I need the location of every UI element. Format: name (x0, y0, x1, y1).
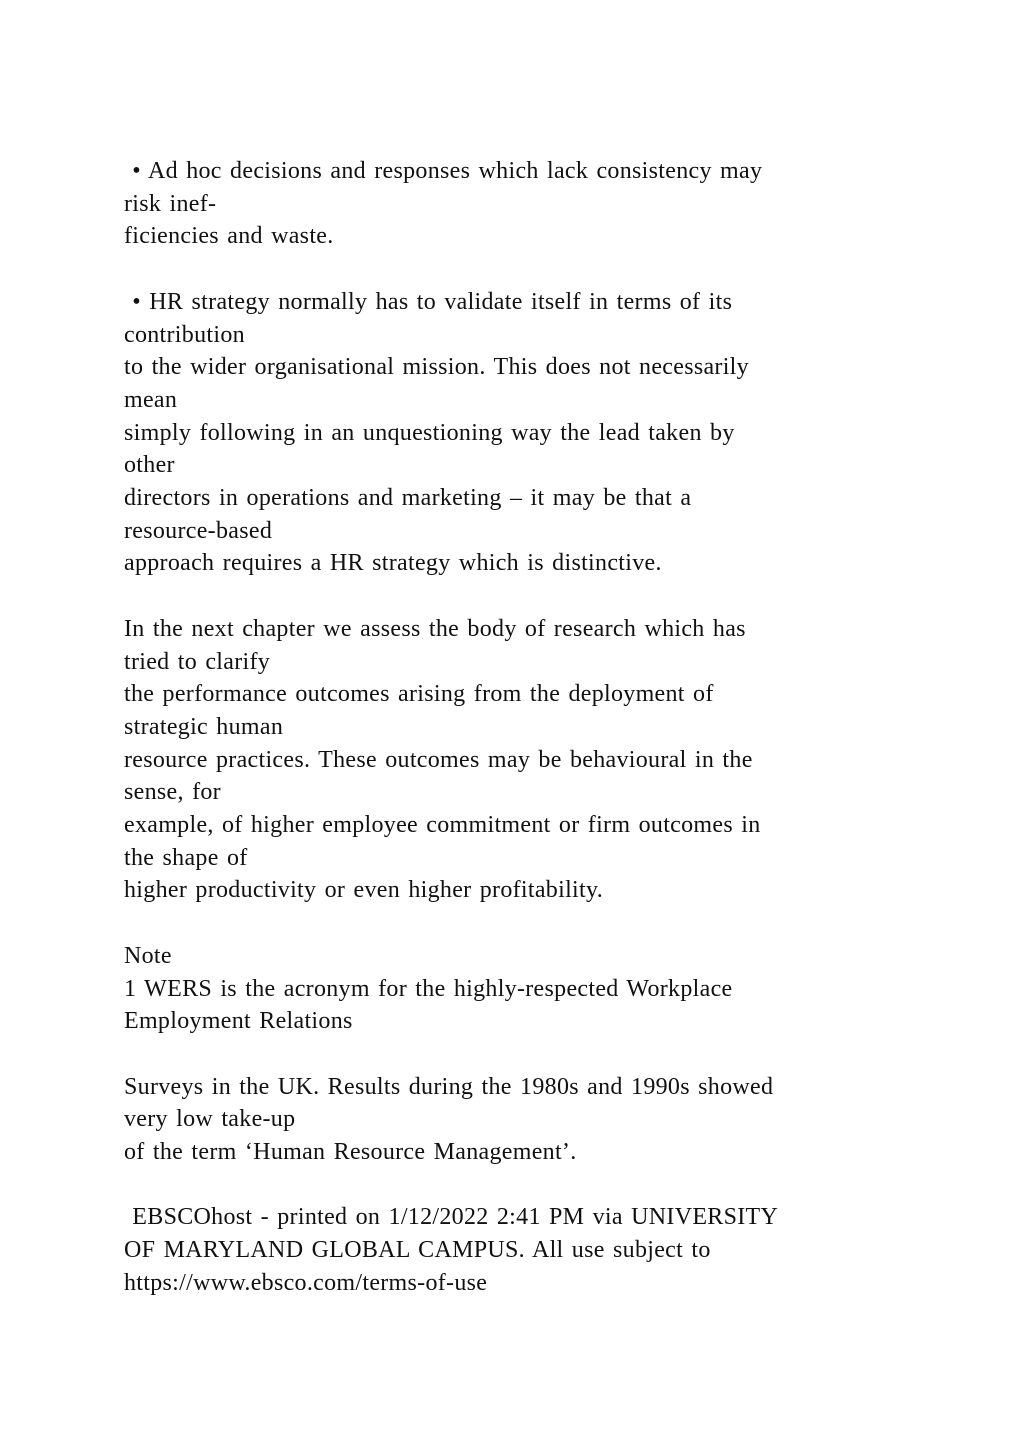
blank-line (124, 907, 924, 940)
blank-line (124, 1038, 924, 1071)
footer-url: https://www.ebsco.com/terms-of-use (124, 1269, 488, 1296)
text-line: very low take-up (124, 1106, 296, 1133)
body-text (124, 155, 924, 1300)
footer-line: EBSCOhost - printed on 1/12/2022 2:41 PM via UNIVERSITY (124, 1204, 779, 1231)
text-line: mean (124, 386, 178, 413)
text-line: contribution (124, 321, 245, 348)
text-line: to the wider organisational mission. This does not necessarily (124, 354, 749, 381)
blank-line (124, 580, 924, 613)
text-line: approach requires a HR strategy which is distinctive. (124, 550, 662, 577)
text-line: resource-based (124, 517, 273, 544)
text-line: Employment Relations (124, 1008, 353, 1035)
footer-line: OF MARYLAND GLOBAL CAMPUS. All use subject to (124, 1237, 711, 1264)
note-heading: Note (124, 942, 172, 969)
text-line: example, of higher employee commitment or firm outcomes in (124, 812, 761, 839)
text-line: simply following in an unquestioning way the lead taken by (124, 419, 735, 446)
text-line: resource practices. These outcomes may be behavioural in the (124, 746, 753, 773)
text-line: strategic human (124, 713, 284, 740)
blank-line (124, 253, 924, 286)
text-line: risk inef- (124, 190, 217, 217)
text-line: the shape of (124, 844, 248, 871)
text-line: ficiencies and waste. (124, 223, 334, 250)
text-line: directors in operations and marketing – it may be that a (124, 485, 692, 512)
text-line: other (124, 452, 175, 479)
text-line: • HR strategy normally has to validate itself in terms of its (124, 288, 733, 315)
text-line: sense, for (124, 779, 221, 806)
text-line: higher productivity or even higher profitability. (124, 877, 604, 904)
blank-line (124, 1169, 924, 1202)
text-line: Surveys in the UK. Results during the 1980s and 1990s showed (124, 1073, 774, 1100)
text-line: • Ad hoc decisions and responses which lack consistency may (124, 158, 763, 184)
text-line: In the next chapter we assess the body of research which has (124, 615, 746, 642)
text-line: tried to clarify (124, 648, 271, 675)
text-line: the performance outcomes arising from the deployment of (124, 681, 714, 708)
text-line: 1 WERS is the acronym for the highly-respected Workplace (124, 975, 733, 1002)
text-line: of the term ‘Human Resource Management’. (124, 1139, 577, 1166)
